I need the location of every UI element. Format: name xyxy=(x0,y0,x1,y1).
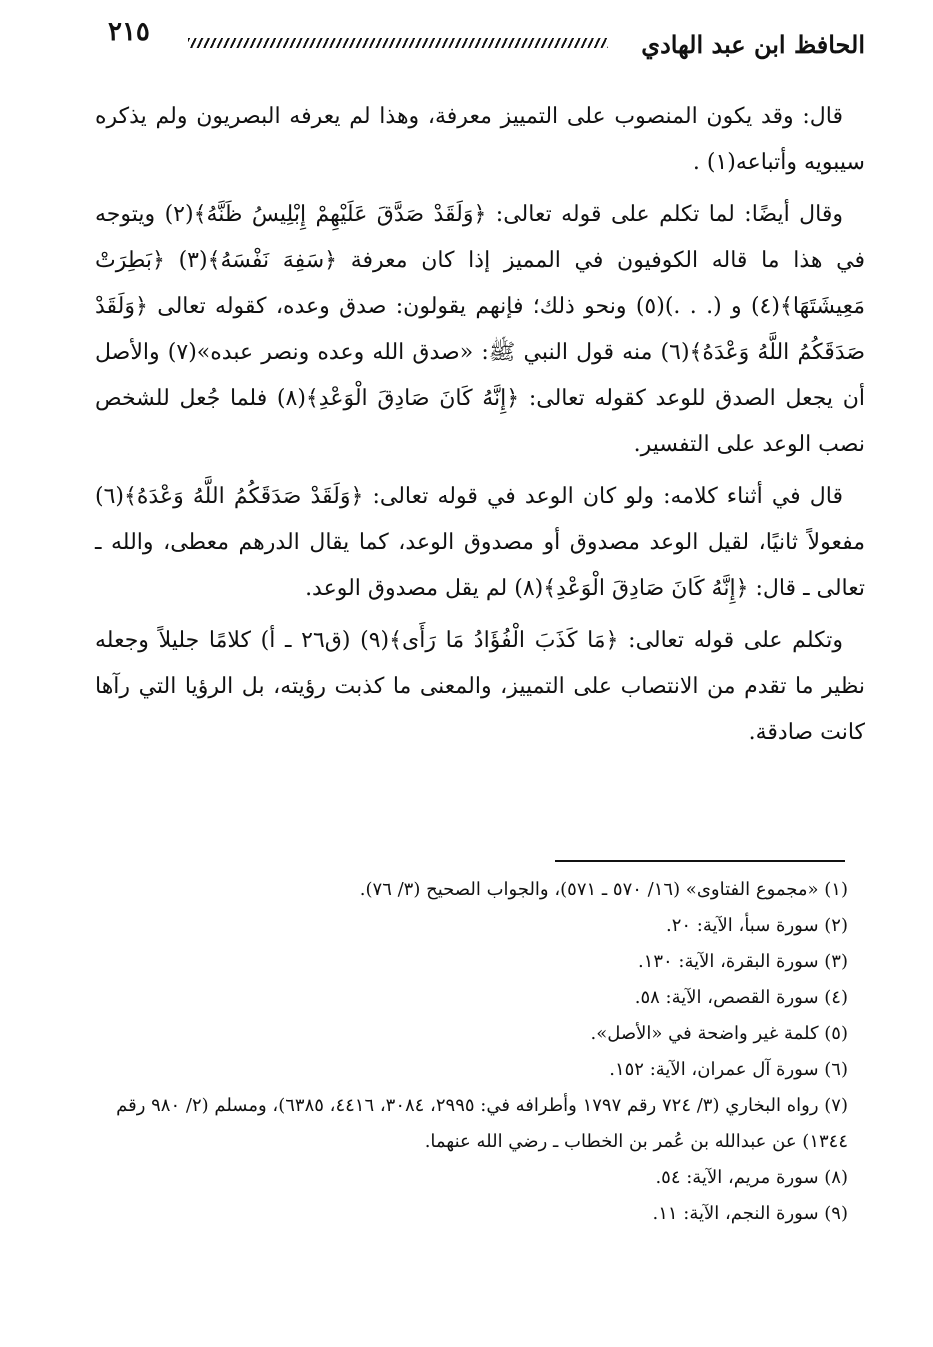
footnote: (٢) سورة سبأ، الآية: ٢٠. xyxy=(666,915,848,936)
paragraph: قال: وقد يكون المنصوب على التمييز معرفة، وهذا لم يعرفه البصريون ولم يذكره سيبويه وأتباعه(١) . xyxy=(95,104,865,175)
footnote: (٩) سورة النجم، الآية: ١١. xyxy=(652,1203,848,1224)
running-header xyxy=(100,14,865,58)
running-title: الحافظ ابن عبد الهادي xyxy=(641,30,865,59)
paragraph: قال في أثناء كلامه: ولو كان الوعد في قوله تعالى: ﴿وَلَقَدْ صَدَقَكُمُ اللَّهُ وَعْدَهُ﴾(٦) مفعولاً ثانيًا، لقيل الوعد مصدوق أو مصدوق الوعد، كما يقال الدرهم معطى، والله ـ تعالى ـ قال: ﴿إِنَّهُ كَانَ صَادِقَ الْوَعْدِ﴾(٨) لم يقل مصدوق الوعد. xyxy=(95,484,865,601)
paragraph: وقال أيضًا: لما تكلم على قوله تعالى: ﴿وَلَقَدْ صَدَّقَ عَلَيْهِمْ إِبْلِيسُ ظَنَّهُ﴾(٢) ويتوجه في هذا ما قاله الكوفيون في المميز إذا كان معرفة ﴿سَفِهَ نَفْسَهُ﴾(٣) ﴿بَطِرَتْ مَعِيشَتَهَا﴾(٤) و (. . .)(٥) ونحو ذلك؛ فإنهم يقولون: صدق وعده، كقوله تعالى ﴿وَلَقَدْ صَدَقَكُمُ اللَّهُ وَعْدَهُ﴾(٦) منه قول النبي ﷺ: «صدق الله وعده ونصر عبده»(٧) والأصل أن يجعل الصدق للوعد كقوله تعالى: ﴿إِنَّهُ كَانَ صَادِقَ الْوَعْدِ﴾(٨) فلما جُعل للشخص نصب الوعد على التفسير. xyxy=(95,202,865,457)
footnotes xyxy=(80,872,848,1232)
decorative-hatched-rule xyxy=(188,38,608,48)
footnote: (٨) سورة مريم، الآية: ٥٤. xyxy=(655,1167,848,1188)
footnote: (٧) رواه البخاري (٣/ ٧٢٤ رقم ١٧٩٧ وأطرافه في: ٢٩٩٥، ٣٠٨٤، ٤٤١٦، ٦٣٨٥)، ومسلم (٢/ ٩٨٠ رقم ١٣٤٤) عن عبدالله بن عُمر بن الخطاب ـ رضي الله عنهما. xyxy=(116,1095,848,1152)
page-number: ٢١٥ xyxy=(108,17,150,47)
paragraph: وتكلم على قوله تعالى: ﴿مَا كَذَبَ الْفُؤَادُ مَا رَأَى﴾(٩) (ق٢٦ ـ أ) كلامًا جليلاً وجعله نظير ما تقدم من الانتصاب على التمييز، والمعنى ما كذبت رؤيته، بل الرؤيا التي رآها كانت صادقة. xyxy=(95,628,865,745)
footnote: (٦) سورة آل عمران، الآية: ١٥٢. xyxy=(609,1059,848,1080)
footnote: (٣) سورة البقرة، الآية: ١٣٠. xyxy=(637,951,848,972)
footnote-separator xyxy=(555,860,845,862)
footnote: (٤) سورة القصص، الآية: ٥٨. xyxy=(634,987,848,1008)
footnote: (٥) كلمة غير واضحة في «الأصل». xyxy=(590,1023,848,1044)
footnote: (١) «مجموع الفتاوى» (١٦/ ٥٧٠ ـ ٥٧١)، والجواب الصحيح (٣/ ٧٦). xyxy=(359,879,848,900)
main-text xyxy=(95,94,865,762)
